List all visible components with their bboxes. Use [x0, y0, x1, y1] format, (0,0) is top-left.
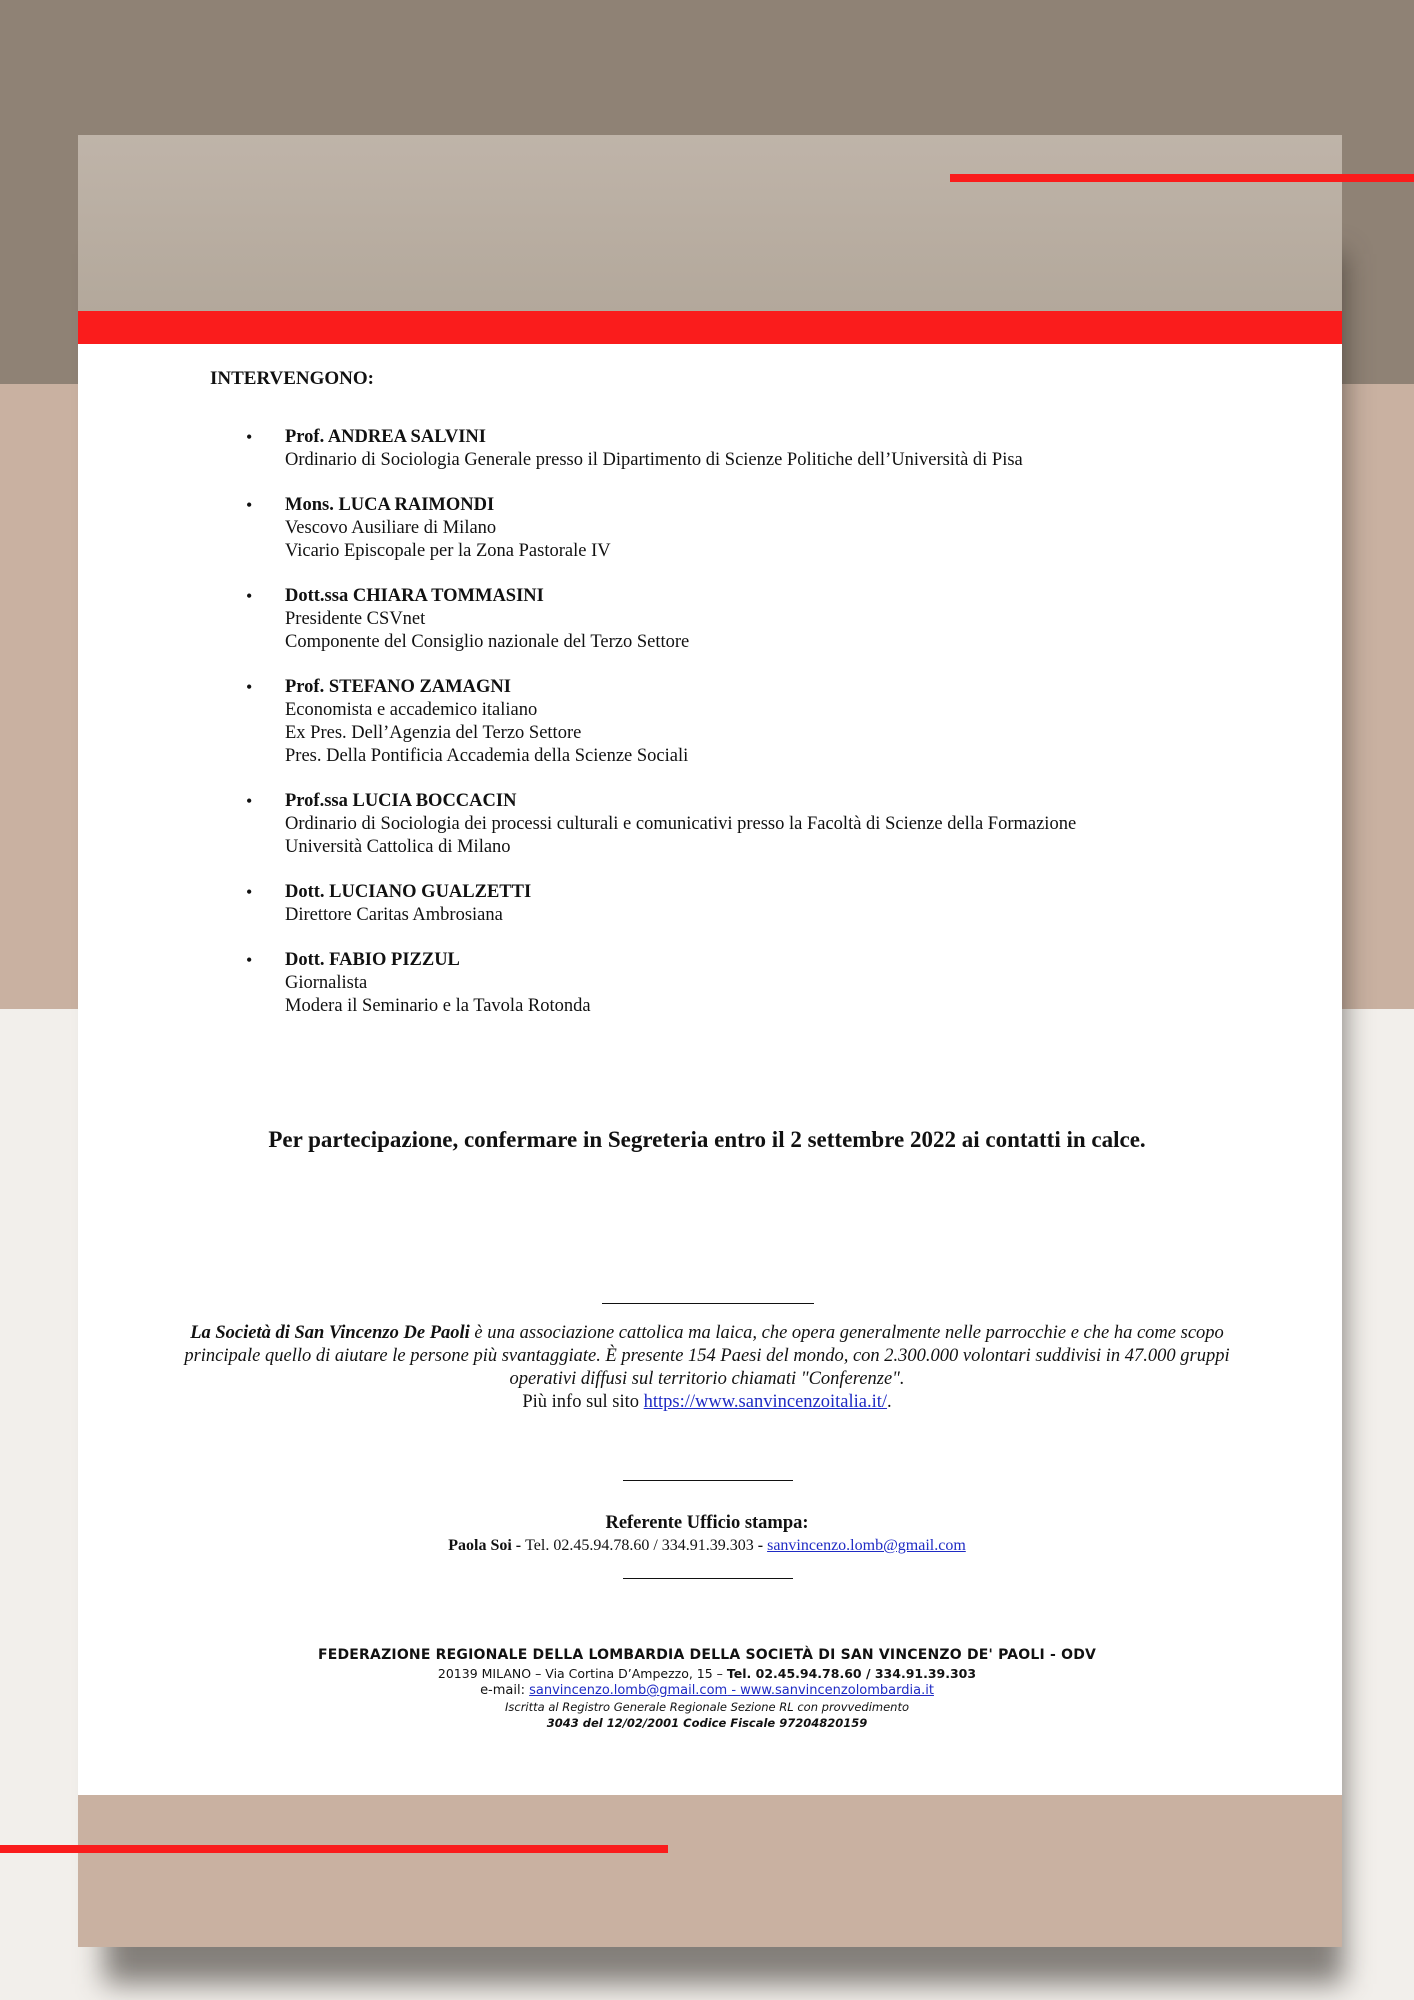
- federation-email-separator: -: [727, 1683, 741, 1698]
- red-accent-line-bottom: [0, 1845, 668, 1853]
- press-separator: -: [753, 1537, 768, 1554]
- speakers-list: [246, 426, 1146, 1040]
- speaker-role: Modera il Seminario e la Tavola Rotonda: [285, 996, 591, 1016]
- speaker-role: Pres. Della Pontificia Accademia della Scienze Sociali: [285, 746, 689, 766]
- speaker-role: Direttore Caritas Ambrosiana: [285, 905, 503, 925]
- divider-rule: [623, 1578, 793, 1579]
- page-footer-band: [78, 1795, 1342, 1947]
- speaker-item: [246, 949, 1146, 1018]
- speaker-name: Dott.ssa CHIARA TOMMASINI: [285, 586, 544, 606]
- speaker-role: Vicario Episcopale per la Zona Pastorale IV: [285, 541, 611, 561]
- speaker-role: Giornalista: [285, 973, 368, 993]
- about-paragraph: [160, 1322, 1254, 1414]
- more-info-suffix: .: [887, 1392, 892, 1412]
- page-header-band: [78, 135, 1342, 311]
- page-red-band: [78, 311, 1342, 344]
- divider-rule: [623, 1480, 793, 1481]
- more-info-line: [160, 1391, 1254, 1414]
- bullet-icon: •: [246, 950, 253, 970]
- red-accent-line-top: [950, 174, 1414, 182]
- federation-email-line: [0, 1682, 1414, 1699]
- speaker-item: [246, 494, 1146, 563]
- speaker-item: [246, 676, 1146, 768]
- speaker-name: Prof. ANDREA SALVINI: [285, 427, 486, 447]
- bullet-icon: •: [246, 586, 253, 606]
- federation-fiscal-code: 3043 del 12/02/2001 Codice Fiscale 97204820159: [546, 1716, 868, 1730]
- speaker-name: Prof. STEFANO ZAMAGNI: [285, 677, 511, 697]
- speaker-role: Università Cattolica di Milano: [285, 837, 511, 857]
- participation-notice: Per partecipazione, confermare in Segreteria entro il 2 settembre 2022 ai contatti in calce.: [268, 1127, 1146, 1152]
- bullet-icon: •: [246, 882, 253, 902]
- website-link[interactable]: https://www.sanvincenzoitalia.it/: [643, 1392, 888, 1412]
- speakers-heading: INTERVENGONO:: [210, 368, 375, 389]
- press-office-title: Referente Ufficio stampa:: [605, 1513, 809, 1533]
- federation-registry: Iscritta al Registro Generale Regionale Sezione RL con provvedimento: [504, 1700, 909, 1714]
- federation-address-line: [0, 1665, 1414, 1682]
- press-separator: -: [511, 1537, 526, 1554]
- federation-footer: [0, 1646, 1414, 1731]
- federation-address: 20139 MILANO – Via Cortina D’Ampezzo, 15 –: [437, 1666, 727, 1681]
- federation-email-prefix: e-mail:: [480, 1683, 530, 1698]
- speaker-role: Ordinario di Sociologia Generale presso il Dipartimento di Scienze Politiche dell’Università di Pisa: [285, 450, 1023, 470]
- speaker-item: [246, 790, 1146, 859]
- speaker-name: Dott. LUCIANO GUALZETTI: [285, 882, 532, 902]
- speaker-item: [246, 426, 1146, 472]
- federation-email-link[interactable]: sanvincenzo.lomb@gmail.com: [529, 1683, 728, 1698]
- federation-name: FEDERAZIONE REGIONALE DELLA LOMBARDIA DELLA SOCIETÀ DI SAN VINCENZO DE' PAOLI - ODV: [317, 1647, 1097, 1663]
- bullet-icon: •: [246, 495, 253, 515]
- speaker-role: Vescovo Ausiliare di Milano: [285, 518, 497, 538]
- speaker-role: Ordinario di Sociologia dei processi culturali e comunicativi presso la Facoltà di Scienze della Formazione: [285, 814, 1077, 834]
- speaker-role: Economista e accademico italiano: [285, 700, 538, 720]
- federation-website-link[interactable]: www.sanvincenzolombardia.it: [740, 1683, 934, 1698]
- speaker-role: Ex Pres. Dell’Agenzia del Terzo Settore: [285, 723, 582, 743]
- speaker-name: Mons. LUCA RAIMONDI: [285, 495, 495, 515]
- press-contact-name: Paola Soi: [448, 1537, 512, 1554]
- speaker-role: Componente del Consiglio nazionale del Terzo Settore: [285, 632, 690, 652]
- press-office-block: [0, 1512, 1414, 1556]
- more-info-prefix: Più info sul sito: [522, 1392, 644, 1412]
- about-text: è una associazione cattolica ma laica, che opera generalmente nelle parrocchie e che ha come scopo principale quello di aiutare le persone più svantaggiate. È presente 154 Paesi del mondo, con 2.300.000 volontari suddivisi in 47.000 gruppi operativi diffusi sul territorio chiamati "Conferenze".: [184, 1323, 1230, 1389]
- bullet-icon: •: [246, 427, 253, 447]
- speaker-name: Prof.ssa LUCIA BOCCACIN: [285, 791, 517, 811]
- speaker-name: Dott. FABIO PIZZUL: [285, 950, 460, 970]
- speaker-role: Presidente CSVnet: [285, 609, 426, 629]
- speaker-item: [246, 585, 1146, 654]
- speaker-item: [246, 881, 1146, 927]
- federation-phone: Tel. 02.45.94.78.60 / 334.91.39.303: [726, 1666, 977, 1681]
- federation-registry-line2: [0, 1715, 1414, 1731]
- press-contact-line: [0, 1535, 1414, 1556]
- bullet-icon: •: [246, 791, 253, 811]
- press-phone: Tel. 02.45.94.78.60 / 334.91.39.303: [525, 1537, 754, 1554]
- press-email-link[interactable]: sanvincenzo.lomb@gmail.com: [767, 1537, 966, 1554]
- about-lead: La Società di San Vincenzo De Paoli: [190, 1323, 470, 1343]
- bullet-icon: •: [246, 677, 253, 697]
- divider-rule: [602, 1303, 814, 1304]
